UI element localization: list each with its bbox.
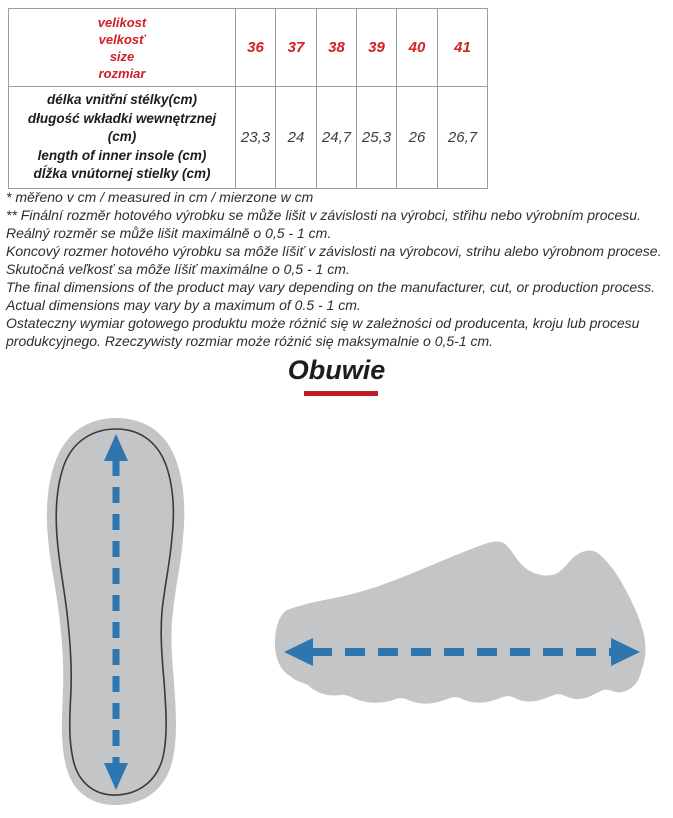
size-table-container — [8, 8, 488, 189]
size-label-pl: rozmiar — [98, 65, 146, 81]
size-label-sk: velkosť — [98, 31, 146, 47]
insole-label-en: length of inner insole (cm) — [37, 147, 207, 163]
insole-value-cell: 23,3 — [236, 87, 276, 189]
size-header-row — [9, 9, 488, 87]
size-header-label-cell — [9, 9, 236, 87]
shoe-silhouette-image — [272, 538, 657, 710]
size-table — [8, 8, 488, 189]
insole-value-cell: 26 — [397, 87, 438, 189]
size-header-cell: 39 — [357, 9, 397, 87]
size-header-cell: 37 — [276, 9, 317, 87]
footnote-en: The final dimensions of the product may vary depending on the manufacturer, cut, or production process. Actual dimensions may vary by a maximum of 0.5 - 1 cm. — [6, 279, 656, 313]
footnote-cz: ** Finální rozměr hotového výrobku se může lišit v závislosti na výrobci, střihu nebo výrobním procesu. Reálný rozměr se může lišit maximálně o 0,5 - 1 cm. — [6, 207, 641, 241]
size-header-cell: 38 — [317, 9, 357, 87]
insole-length-row — [9, 87, 488, 189]
insole-label-cell — [9, 87, 236, 189]
footnotes-block — [6, 188, 666, 350]
size-header-cell: 41 — [438, 9, 488, 87]
size-header-cell: 40 — [397, 9, 438, 87]
size-label-en: size — [109, 48, 135, 64]
footnote-measured-note: * měřeno v cm / measured in cm / mierzone w cm — [6, 189, 314, 205]
insole-value-cell: 24 — [276, 87, 317, 189]
insole-label-pl: długość wkładki wewnętrznej (cm) — [27, 110, 217, 144]
insole-outline-image — [40, 416, 192, 808]
size-label-cz: velikost — [97, 14, 147, 30]
insole-label-cz: délka vnitřní stélky(cm) — [46, 92, 198, 107]
title-block — [0, 355, 673, 386]
footnote-pl: Ostateczny wymiar gotowego produktu może różnić się w zależności od producenta, kroju lub procesu produkcyjnego. Rzeczywisty rozmiar może różnić się maksymalnie o 0,5-1 cm. — [6, 315, 640, 349]
title-underline — [304, 391, 378, 396]
footnote-sk: Koncový rozmer hotového výrobku sa môže líšiť v závislosti na výrobcovi, strihu alebo výrobnom procese. Skutočná veľkosť sa môže líšiť maximálne o 0,5 - 1 cm. — [6, 243, 662, 277]
page-title: Obuwie — [287, 355, 386, 385]
size-header-cell: 36 — [236, 9, 276, 87]
shoe-silhouette — [275, 541, 645, 703]
insole-value-cell: 26,7 — [438, 87, 488, 189]
insole-value-cell: 25,3 — [357, 87, 397, 189]
insole-label-sk: dĺžka vnútornej stielky (cm) — [33, 166, 211, 181]
insole-value-cell: 24,7 — [317, 87, 357, 189]
